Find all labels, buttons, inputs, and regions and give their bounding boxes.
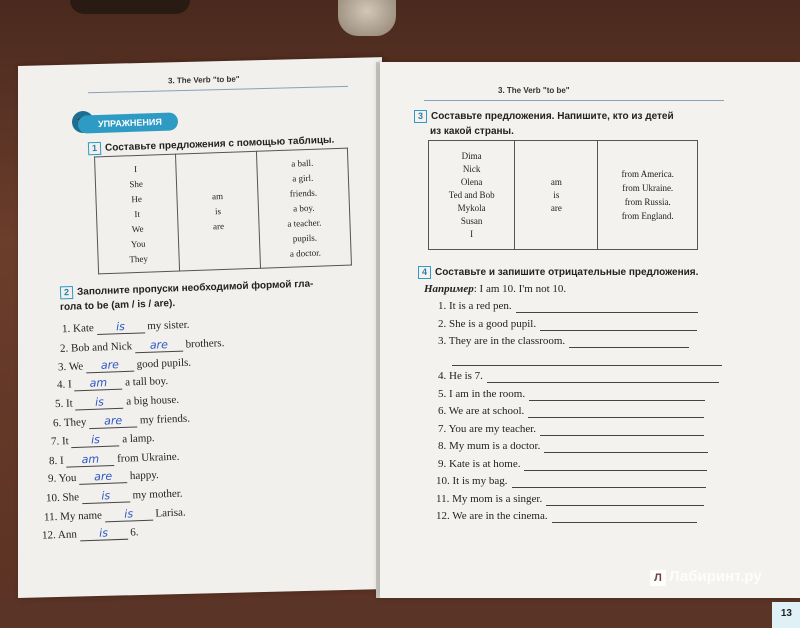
ex1-subject-cell: We <box>131 223 144 234</box>
ex3-number: 3 <box>414 110 427 123</box>
ex4-sentence: 10. It is my bag. <box>436 475 508 487</box>
ex3-country-cell: from Russia. <box>624 197 671 207</box>
ex2-item-prefix: 6. They <box>52 416 90 430</box>
ex4-item <box>438 370 719 383</box>
ex2-answer-blank[interactable]: is <box>81 489 129 505</box>
ex2-item-suffix: brothers. <box>182 336 225 351</box>
ex4-answer-line[interactable] <box>528 405 704 418</box>
ex4-item <box>438 300 698 313</box>
ex4-sentence: 4. He is 7. <box>438 370 483 382</box>
ex4-sentence: 12. We are in the cinema. <box>436 510 548 522</box>
ex1-object-cell: friends. <box>289 187 318 199</box>
ex1-object-cell: a girl. <box>292 172 314 184</box>
ex2-item-suffix: from Ukraine. <box>114 450 181 465</box>
ex3-verb-cell: am <box>550 176 562 187</box>
ex3-name-cell: Olena <box>460 176 483 187</box>
ex4-answer-line[interactable] <box>512 475 707 488</box>
ex1-verb-cell: are <box>212 220 225 231</box>
ex1-subject-cell: He <box>131 193 143 204</box>
ex4-answer-line[interactable] <box>540 423 704 436</box>
ex4-number: 4 <box>418 266 431 279</box>
ex4-sentence: 7. You are my teacher. <box>438 422 537 435</box>
ex3-verb-cell: are <box>550 202 562 213</box>
ex2-answer-blank[interactable]: is <box>80 525 128 541</box>
ex1-object-cell: a teacher. <box>287 217 322 229</box>
right-header: 3. The Verb "to be" <box>498 86 570 95</box>
ex1-subject-cell: It <box>134 208 141 219</box>
ex4-answer-line[interactable] <box>524 458 706 471</box>
ex4-item <box>438 440 708 453</box>
ex4-extra-answer-line[interactable] <box>452 353 722 366</box>
ex1-object-cell: a doctor. <box>289 247 322 259</box>
ex3-name-cell: Dima <box>461 150 482 161</box>
ex4-item <box>438 318 697 331</box>
ex2-answer-blank[interactable]: is <box>104 507 152 523</box>
ex4-item <box>438 423 704 436</box>
ex4-title: 4 Составьте и запишите отрицательные предложения. <box>418 266 698 279</box>
ex2-item-prefix: 2. Bob and Nick <box>60 340 136 355</box>
section-badge: УПРАЖНЕНИЯ <box>78 112 179 133</box>
ex2-answer-blank[interactable]: is <box>75 395 123 411</box>
ex4-answer-line[interactable] <box>452 353 722 366</box>
ex2-item-prefix: 12. Ann <box>42 528 80 542</box>
ex2-item-suffix: 6. <box>127 526 139 539</box>
ex1-subject-cell: They <box>129 253 149 264</box>
ex4-answer-line[interactable] <box>516 300 698 313</box>
ex4-sentence: 9. Kate is at home. <box>438 457 521 470</box>
ex3-name-cell: I <box>470 228 474 239</box>
ex2-item-prefix: 8. I <box>49 454 68 467</box>
ex2-answer-blank[interactable]: are <box>135 337 183 353</box>
ex2-item-suffix: my mother. <box>129 487 183 502</box>
ex3-col-countries <box>598 141 698 250</box>
ex2-item-prefix: 9. You <box>47 472 80 486</box>
ex3-name-cell: Ted and Bob <box>448 189 495 200</box>
ex3-country-cell: from England. <box>621 211 674 221</box>
ex2-answer-blank[interactable]: are <box>79 470 127 486</box>
ex4-item <box>436 475 706 488</box>
ex3-country-cell: from Ukraine. <box>622 183 674 193</box>
ex4-sentence: 11. My mom is a singer. <box>436 492 543 505</box>
ex2-item-prefix: 5. It <box>54 397 76 411</box>
ex4-answer-line[interactable] <box>540 318 697 331</box>
ex2-item-suffix: my sister. <box>144 318 190 333</box>
ex4-answer-line[interactable] <box>546 493 703 506</box>
ex3-name-cell: Susan <box>460 215 483 226</box>
ex4-sentence: 8. My mum is a doctor. <box>438 440 541 452</box>
ex2-item-suffix: a big house. <box>123 394 180 408</box>
watermark: Л Лабиринт.ру <box>650 568 762 586</box>
ex1-object-cell: pupils. <box>292 232 318 244</box>
ex1-col-objects <box>256 148 351 268</box>
ex2-item-suffix: Larisa. <box>152 506 186 520</box>
page-number: 13 <box>780 608 792 619</box>
ex1-object-cell: a boy. <box>292 202 315 214</box>
ex2-item-prefix: 1. Kate <box>61 322 97 336</box>
ex2-item-suffix: happy. <box>126 469 159 483</box>
ex3-title-line2: из какой страны. <box>430 126 514 137</box>
ex2-answer-blank[interactable]: am <box>67 452 115 468</box>
ex1-table <box>94 148 352 275</box>
ex2-item-suffix: a tall boy. <box>121 375 168 390</box>
ex2-item-suffix: good pupils. <box>134 356 192 371</box>
ex2-answer-blank[interactable]: is <box>71 432 119 448</box>
ex2-answer-blank[interactable]: am <box>74 376 122 392</box>
left-header-rule <box>88 86 348 93</box>
ex2-number: 2 <box>60 286 73 299</box>
labirint-logo-icon: Л <box>650 570 666 586</box>
ex2-title-line1: 2 Заполните пропуски необходимой формой гла- <box>60 278 314 300</box>
ex3-col-names <box>429 141 515 250</box>
ex4-item <box>438 458 707 471</box>
right-header-rule <box>424 100 724 101</box>
ex4-item <box>438 405 704 418</box>
ex2-answer-blank[interactable]: are <box>86 357 134 373</box>
ex4-item <box>436 493 704 506</box>
ex2-item-suffix: my friends. <box>136 412 191 427</box>
ex2-item-prefix: 3. We <box>58 359 87 373</box>
ex1-verb-cell: is <box>214 205 222 216</box>
ex1-col-verbs <box>176 151 261 271</box>
ex3-country-cell: from America. <box>621 169 674 179</box>
ex4-item <box>438 335 689 348</box>
ex4-sentence: 3. They are in the classroom. <box>438 335 566 347</box>
ex1-subject-cell: I <box>133 163 138 174</box>
ex3-verb-cell: is <box>553 189 560 200</box>
ex3-name-cell: Mykola <box>457 202 486 213</box>
ex3-col-verbs <box>515 141 598 250</box>
dark-object-top <box>70 0 190 14</box>
ex4-sentence: 5. I am in the room. <box>438 387 526 400</box>
ex2-item-prefix: 7. It <box>51 434 72 448</box>
ex4-sentence: 1. It is a red pen. <box>438 300 512 312</box>
ex3-table <box>428 140 698 250</box>
ex4-answer-line[interactable] <box>552 510 697 523</box>
ex1-verb-cell: am <box>211 190 224 201</box>
ex4-example: Например: I am 10. I'm not 10. <box>424 283 567 295</box>
ex1-col-subjects <box>95 154 180 274</box>
ex2-answer-blank[interactable]: is <box>96 319 144 335</box>
ex4-sentence: 2. She is a good pupil. <box>438 317 537 330</box>
ex4-answer-line[interactable] <box>529 388 705 401</box>
ex4-answer-line[interactable] <box>487 370 719 383</box>
glass-bottle-top <box>338 0 396 36</box>
ex1-title: 1 Составьте предложения с помощью таблицы. <box>88 134 335 156</box>
ex4-item <box>438 388 705 401</box>
ex1-subject-cell: She <box>129 178 143 189</box>
ex2-item-prefix: 10. She <box>45 491 82 505</box>
left-header: 3. The Verb "to be" <box>168 74 240 86</box>
ex1-object-cell: a ball. <box>291 157 314 169</box>
ex4-item <box>436 510 697 523</box>
ex4-answer-line[interactable] <box>544 440 708 453</box>
ex4-answer-line[interactable] <box>569 335 689 348</box>
ex2-answer-blank[interactable]: are <box>89 413 137 429</box>
ex4-sentence: 6. We are at school. <box>438 405 525 417</box>
ex1-subject-cell: You <box>130 238 146 249</box>
ex2-item-prefix: 11. My name <box>43 509 105 524</box>
ex2-title-line2: гола to be (am / is / are). <box>59 297 176 314</box>
ex2-item-suffix: a lamp. <box>119 431 155 446</box>
ex2-item-prefix: 4. I <box>56 378 75 392</box>
ex3-title-line1: 3 Составьте предложения. Напишите, кто из детей <box>414 110 674 123</box>
ex3-name-cell: Nick <box>462 163 481 174</box>
ex1-number: 1 <box>88 142 101 155</box>
